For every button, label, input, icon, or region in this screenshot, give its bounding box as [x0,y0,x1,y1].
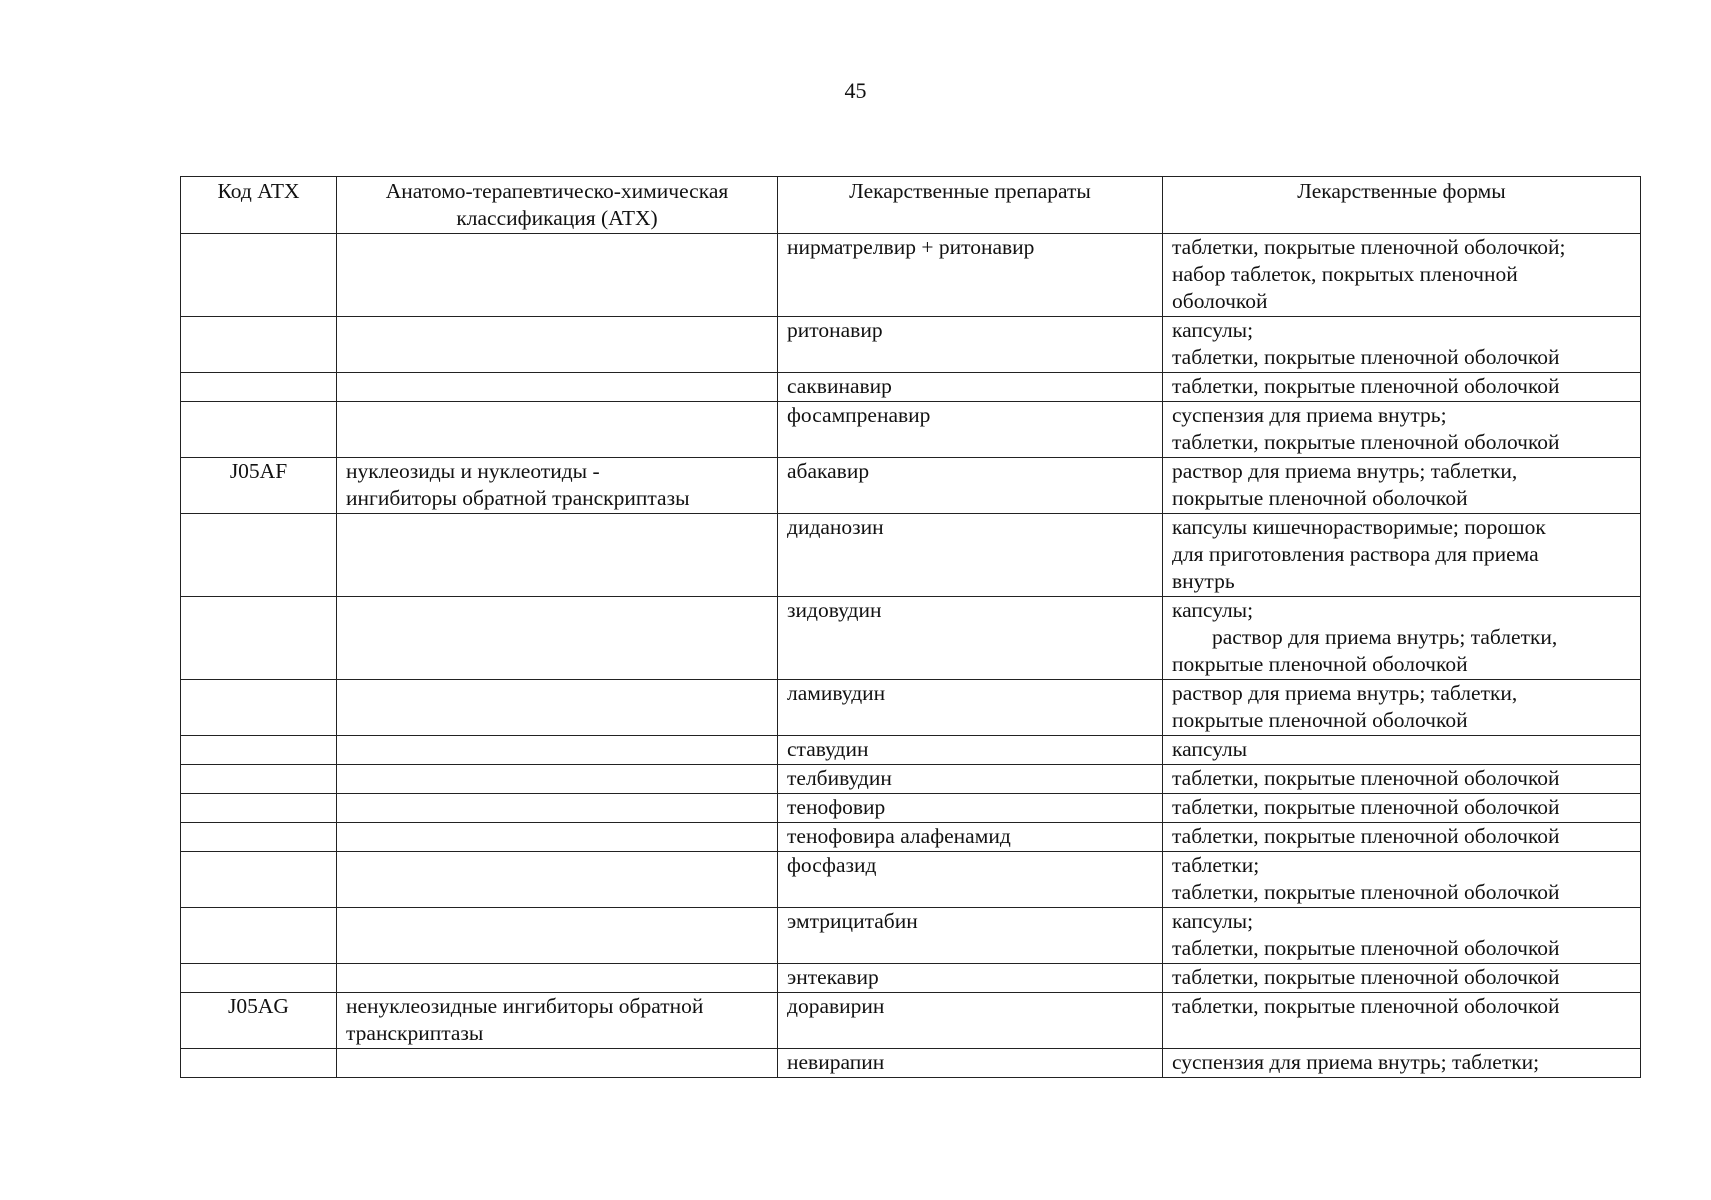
dosage-form-line: суспензия для приема внутрь; [1172,403,1447,427]
dosage-form-line: таблетки, покрытые пленочной оболочкой [1172,824,1560,848]
cell-atx-classification [337,373,778,402]
dosage-form-line: капсулы; [1172,909,1254,933]
classification-line: транскриптазы [346,1021,484,1045]
cell-atx-code: J05AG [181,993,337,1049]
cell-drug-name: саквинавир [778,373,1163,402]
cell-atx-code [181,514,337,597]
dosage-form-line: раствор для приема внутрь; таблетки, [1212,625,1558,649]
header-line: Лекарственные препараты [849,179,1091,203]
dosage-form-line: раствор для приема внутрь; таблетки, [1172,459,1518,483]
dosage-form-line: капсулы; [1172,598,1254,622]
table-row [181,514,1641,597]
table-row [181,597,1641,680]
cell-atx-classification [337,234,778,317]
dosage-form-line: таблетки; [1172,853,1260,877]
cell-dosage-forms [1163,458,1641,514]
cell-dosage-forms [1163,402,1641,458]
cell-atx-code [181,234,337,317]
cell-drug-name: ритонавир [778,317,1163,373]
dosage-form-line: для приготовления раствора для приема [1172,542,1539,566]
dosage-form-line: раствор для приема внутрь; таблетки, [1172,681,1518,705]
cell-dosage-forms [1163,736,1641,765]
page-number: 45 [844,78,867,103]
table-row [181,823,1641,852]
cell-dosage-forms [1163,597,1641,680]
dosage-form-line: таблетки, покрытые пленочной оболочкой [1172,374,1560,398]
dosage-form-line: оболочкой [1172,289,1268,313]
dosage-form-line: таблетки, покрытые пленочной оболочкой [1172,345,1560,369]
table-row [181,373,1641,402]
cell-dosage-forms [1163,317,1641,373]
cell-dosage-forms [1163,794,1641,823]
cell-atx-code [181,680,337,736]
dosage-form-line: таблетки, покрытые пленочной оболочкой [1172,965,1560,989]
cell-atx-classification [337,317,778,373]
cell-dosage-forms [1163,993,1641,1049]
cell-drug-name: ставудин [778,736,1163,765]
cell-drug-name: телбивудин [778,765,1163,794]
dosage-form-line: внутрь [1172,569,1235,593]
cell-atx-code [181,597,337,680]
cell-drug-name: ламивудин [778,680,1163,736]
table-header-row [181,177,1641,234]
cell-dosage-forms [1163,373,1641,402]
cell-drug-name: тенофовир [778,794,1163,823]
dosage-form-line: покрытые пленочной оболочкой [1172,652,1468,676]
cell-atx-classification [337,908,778,964]
table-row [181,736,1641,765]
dosage-form-line: таблетки, покрытые пленочной оболочкой [1172,936,1560,960]
cell-atx-classification [337,964,778,993]
table-row [181,234,1641,317]
dosage-form-line: набор таблеток, покрытых пленочной [1172,262,1518,286]
cell-atx-classification [337,402,778,458]
cell-drug-name: невирапин [778,1049,1163,1078]
cell-drug-name: фосампренавир [778,402,1163,458]
cell-drug-name: эмтрицитабин [778,908,1163,964]
dosage-form-line: таблетки, покрытые пленочной оболочкой [1172,795,1560,819]
table-row [181,852,1641,908]
classification-line: ингибиторы обратной транскриптазы [346,486,690,510]
dosage-form-line: таблетки, покрытые пленочной оболочкой [1172,766,1560,790]
dosage-form-line: покрытые пленочной оболочкой [1172,486,1468,510]
cell-atx-classification [337,680,778,736]
cell-drug-name: зидовудин [778,597,1163,680]
dosage-form-line: таблетки, покрытые пленочной оболочкой; [1172,235,1566,259]
dosage-form-line: капсулы кишечнорастворимые; порошок [1172,515,1546,539]
cell-atx-code [181,852,337,908]
table-row [181,765,1641,794]
cell-atx-classification [337,736,778,765]
cell-drug-name: абакавир [778,458,1163,514]
dosage-form-line: таблетки, покрытые пленочной оболочкой [1172,994,1560,1018]
cell-atx-code [181,402,337,458]
classification-line: ненуклеозидные ингибиторы обратной [346,994,704,1018]
header-line: Анатомо-терапевтическо-химическая [385,179,729,203]
cell-dosage-forms [1163,765,1641,794]
atx-drug-table [180,176,1641,1078]
table-row [181,794,1641,823]
cell-atx-code: J05AF [181,458,337,514]
dosage-form-line: суспензия для приема внутрь; таблетки; [1172,1050,1540,1074]
table-body [181,234,1641,1078]
cell-atx-classification [337,823,778,852]
table-row [181,1049,1641,1078]
header-line: Код АТХ [217,179,300,203]
table-row [181,317,1641,373]
cell-atx-code [181,964,337,993]
cell-atx-classification [337,852,778,908]
cell-atx-code [181,736,337,765]
cell-dosage-forms [1163,1049,1641,1078]
cell-dosage-forms [1163,908,1641,964]
cell-atx-code [181,373,337,402]
dosage-form-line: покрытые пленочной оболочкой [1172,708,1468,732]
header-atx-classification [337,177,778,234]
cell-dosage-forms [1163,514,1641,597]
cell-drug-name: нирматрелвир + ритонавир [778,234,1163,317]
dosage-form-line: таблетки, покрытые пленочной оболочкой [1172,880,1560,904]
table-row [181,402,1641,458]
cell-drug-name: фосфазид [778,852,1163,908]
cell-atx-classification [337,514,778,597]
cell-dosage-forms [1163,852,1641,908]
table-row [181,993,1641,1049]
header-drugs [778,177,1163,234]
cell-dosage-forms [1163,234,1641,317]
header-line: классификация (АТХ) [456,206,658,230]
cell-dosage-forms [1163,823,1641,852]
header-atx-code [181,177,337,234]
dosage-form-line: капсулы; [1172,318,1254,342]
header-dosage-forms [1163,177,1641,234]
cell-drug-name: доравирин [778,993,1163,1049]
classification-line: нуклеозиды и нуклеотиды - [346,459,600,483]
cell-atx-code [181,765,337,794]
cell-atx-classification [337,993,778,1049]
cell-atx-classification [337,1049,778,1078]
cell-drug-name: диданозин [778,514,1163,597]
cell-atx-code [181,317,337,373]
cell-atx-code [181,1049,337,1078]
table-row [181,458,1641,514]
dosage-form-line: таблетки, покрытые пленочной оболочкой [1172,430,1560,454]
cell-atx-classification [337,597,778,680]
cell-drug-name: тенофовира алафенамид [778,823,1163,852]
cell-atx-code [181,908,337,964]
table-row [181,908,1641,964]
cell-dosage-forms [1163,964,1641,993]
dosage-form-line: капсулы [1172,737,1248,761]
header-line: Лекарственные формы [1297,179,1506,203]
cell-atx-code [181,823,337,852]
cell-atx-code [181,794,337,823]
table-row [181,964,1641,993]
cell-dosage-forms [1163,680,1641,736]
table-row [181,680,1641,736]
cell-atx-classification [337,765,778,794]
cell-drug-name: энтекавир [778,964,1163,993]
cell-atx-classification [337,458,778,514]
cell-atx-classification [337,794,778,823]
